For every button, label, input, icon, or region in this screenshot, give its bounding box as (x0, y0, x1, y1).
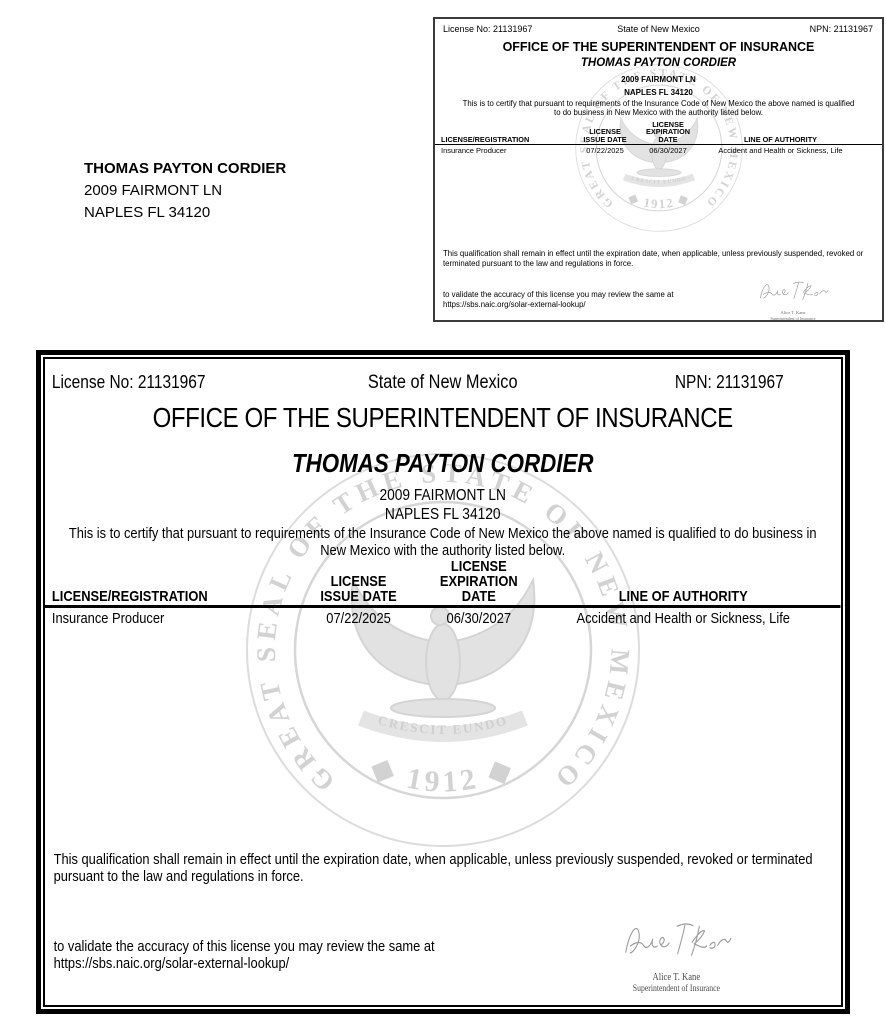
validation-note (443, 290, 674, 310)
license-number: License No: 21131967 (443, 24, 533, 34)
office-title: OFFICE OF THE SUPERINTENDENT OF INSURANCE (502, 40, 815, 54)
license-number: License No: 21131967 (51, 372, 206, 392)
licensee-address-line2: NAPLES FL 34120 (624, 87, 693, 97)
cell-issue-date: 07/22/2025 (326, 610, 391, 627)
cell-expiration-date: 06/30/2027 (446, 610, 512, 627)
signature-block (608, 917, 745, 994)
npn-number: NPN: 21131967 (674, 372, 784, 392)
signer-name: Alice T. Kane (652, 972, 701, 983)
license-table (45, 559, 840, 627)
validation-note-line1: to validate the accuracy of this license you may review the same at (443, 290, 674, 299)
recipient-address-line1: 2009 FAIRMONT LN (84, 182, 223, 199)
certificate-inner-frame (43, 357, 843, 1007)
validation-url: https://sbs.naic.org/solar-external-lookup/ (443, 300, 586, 309)
col-license-issue-date: LICENSE ISSUE DATE (583, 127, 627, 144)
state-name: State of New Mexico (367, 372, 518, 393)
col-license-registration: LICENSE/REGISTRATION (441, 134, 530, 144)
qualification-statement: This qualification shall remain in effect until the expiration date, when applicable, unless previously suspended, revoked or terminated pursuant to the law and regulations in force. (443, 249, 864, 268)
recipient-name: THOMAS PAYTON CORDIER (84, 160, 287, 177)
licensee-address-line1: 2009 FAIRMONT LN (621, 75, 696, 84)
licensee-name: THOMAS PAYTON CORDIER (291, 448, 594, 478)
validation-url: https://sbs.naic.org/solar-external-lookup/ (53, 955, 290, 972)
table-row (435, 145, 882, 155)
certificate-header-row (45, 359, 840, 396)
col-license-issue-date: LICENSE ISSUE DATE (320, 573, 397, 605)
signature-block (737, 278, 849, 321)
cell-expiration-date: 06/30/2027 (649, 146, 687, 156)
signer-name: Alice T. Kane (780, 310, 806, 315)
signer-title: Superintendent of Insurance (770, 315, 816, 321)
cell-registration: Insurance Producer (51, 610, 165, 627)
validation-note-line1: to validate the accuracy of this license you may review the same at (53, 938, 435, 955)
licensee-address-line2: NAPLES FL 34120 (384, 506, 501, 523)
state-name: State of New Mexico (617, 24, 700, 34)
license-table-header (45, 559, 840, 608)
licensee-address-line1: 2009 FAIRMONT LN (379, 487, 506, 504)
npn-number: NPN: 21131967 (809, 24, 873, 34)
col-license-registration: LICENSE/REGISTRATION (51, 588, 208, 605)
cell-issue-date: 07/22/2025 (586, 146, 624, 156)
table-row (45, 608, 840, 627)
licensee-address (45, 486, 840, 524)
recipient-address-block (84, 158, 286, 224)
licensee-address (435, 74, 882, 99)
recipient-address-line2: NAPLES FL 34120 (84, 204, 211, 221)
qualification-statement: This qualification shall remain in effect until the expiration date, when applicable, unless previously suspended, revoked or terminated pursuant to the law and regulations in force. (53, 851, 813, 885)
license-certificate-preview (433, 17, 884, 322)
signature-script-icon (621, 917, 733, 963)
col-license-expiration-date: LICENSE EXPIRATION DATE (439, 558, 518, 605)
certify-statement: This is to certify that pursuant to requirements of the Insurance Code of New Mexico the above named is qualified to do business in New Mexico with the authority listed below. (462, 99, 855, 117)
license-table (435, 121, 882, 156)
certify-statement: This is to certify that pursuant to requirements of the Insurance Code of New Mexico the above named is qualified to do business in New Mexico with the authority listed below. (68, 525, 817, 559)
certificate-header-row (435, 19, 882, 36)
col-license-expiration-date: LICENSE EXPIRATION DATE (645, 119, 691, 144)
cell-line-of-authority: Accident and Health or Sickness, Life (576, 610, 790, 627)
office-title: OFFICE OF THE SUPERINTENDENT OF INSURANCE (152, 402, 733, 433)
signature-script-icon (757, 278, 829, 304)
cell-registration: Insurance Producer (441, 146, 507, 156)
license-certificate (36, 350, 850, 1014)
cell-line-of-authority: Accident and Health or Sickness, Life (718, 146, 843, 156)
col-line-of-authority: LINE OF AUTHORITY (618, 588, 748, 605)
col-line-of-authority: LINE OF AUTHORITY (743, 134, 818, 144)
license-table-header (435, 121, 882, 146)
licensee-name: THOMAS PAYTON CORDIER (580, 57, 737, 69)
signer-title: Superintendent of Insurance (632, 983, 720, 993)
